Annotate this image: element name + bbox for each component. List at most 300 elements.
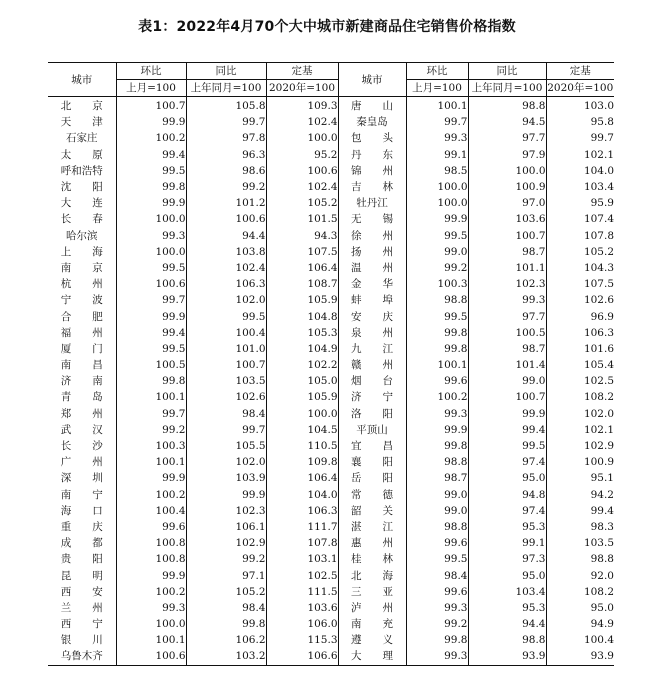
cell-city-left: 杭 州 (48, 276, 116, 292)
cell-mom-right: 99.3 (406, 406, 468, 422)
cell-city-right: 北 海 (338, 567, 406, 583)
cell-yoy-left: 99.5 (186, 308, 266, 324)
cell-yoy-right: 94.5 (468, 114, 546, 130)
table-row (48, 211, 614, 227)
cell-fixed-left: 103.6 (266, 600, 338, 616)
cell-mom-left: 99.2 (116, 422, 186, 438)
cell-mom-right: 99.2 (406, 616, 468, 632)
cell-fixed-left: 109.8 (266, 454, 338, 470)
table-row (48, 195, 614, 211)
cell-city-left: 长 春 (48, 211, 116, 227)
cell-mom-left: 100.2 (116, 487, 186, 503)
cell-mom-right: 98.7 (406, 470, 468, 486)
cell-mom-right: 99.7 (406, 114, 468, 130)
cell-fixed-right: 101.6 (583, 342, 614, 355)
cell-city-right: 岳 阳 (338, 470, 406, 486)
cell-fixed-right: 105.2 (583, 245, 614, 258)
cell-city-left: 昆 明 (48, 567, 116, 583)
cell-yoy-left: 99.7 (186, 422, 266, 438)
header-city-left: 城市 (48, 63, 116, 97)
cell-yoy-right: 99.1 (468, 535, 546, 551)
cell-mom-left: 100.7 (116, 97, 186, 115)
cell-yoy-left: 99.2 (186, 179, 266, 195)
cell-yoy-right: 99.9 (468, 406, 546, 422)
cell-yoy-right: 95.0 (468, 567, 546, 583)
cell-mom-left: 100.0 (116, 211, 186, 227)
cell-city-left: 兰 州 (48, 600, 116, 616)
cell-city-left: 西 宁 (48, 616, 116, 632)
table-row (48, 357, 614, 373)
cell-city-left: 上 海 (48, 244, 116, 260)
cell-yoy-right: 98.7 (468, 341, 546, 357)
cell-yoy-left: 99.7 (186, 114, 266, 130)
table-row (48, 341, 614, 357)
cell-mom-left: 100.8 (116, 551, 186, 567)
cell-fixed-right: 104.3 (583, 261, 614, 274)
cell-city-right: 泸 州 (338, 600, 406, 616)
header-city-right: 城市 (338, 63, 406, 97)
cell-yoy-left: 102.0 (186, 292, 266, 308)
cell-mom-left: 99.9 (116, 470, 186, 486)
cell-mom-left: 100.1 (116, 454, 186, 470)
cell-city-right: 洛 阳 (338, 406, 406, 422)
cell-yoy-left: 103.2 (186, 648, 266, 665)
cell-city-left: 贵 阳 (48, 551, 116, 567)
cell-mom-left: 100.3 (116, 438, 186, 454)
cell-fixed-right: 103.4 (583, 181, 614, 194)
cell-mom-right: 99.1 (406, 147, 468, 163)
cell-city-left: 乌鲁木齐 (48, 648, 116, 665)
cell-city-left: 呼和浩特 (48, 163, 116, 179)
table-row (48, 179, 614, 195)
cell-city-left: 北 京 (48, 97, 116, 115)
cell-city-right: 惠 州 (338, 535, 406, 551)
cell-yoy-right: 95.0 (468, 470, 546, 486)
cell-yoy-right: 102.3 (468, 276, 546, 292)
table-row (48, 292, 614, 308)
cell-mom-left: 99.4 (116, 147, 186, 163)
table-title: 表1：2022年4月70个大中城市新建商品住宅销售价格指数 (138, 19, 516, 35)
cell-fixed-right: 95.0 (590, 601, 614, 614)
cell-mom-left: 99.5 (116, 341, 186, 357)
cell-yoy-left: 99.2 (186, 551, 266, 567)
cell-fixed-left: 102.2 (266, 357, 338, 373)
cell-fixed-left: 106.4 (266, 260, 338, 276)
cell-mom-left: 100.4 (116, 503, 186, 519)
table-body (48, 97, 614, 666)
cell-mom-left: 99.5 (116, 260, 186, 276)
cell-city-right: 南 充 (338, 616, 406, 632)
header-fixed-left: 定基 (266, 63, 338, 80)
cell-yoy-right: 103.6 (468, 211, 546, 227)
cell-fixed-left: 100.0 (266, 130, 338, 146)
cell-yoy-left: 99.8 (186, 616, 266, 632)
cell-yoy-left: 106.2 (186, 632, 266, 648)
cell-fixed-right: 102.0 (583, 407, 614, 420)
cell-fixed-left: 103.1 (266, 551, 338, 567)
table-row (48, 114, 614, 130)
cell-fixed-right: 95.1 (590, 472, 614, 485)
cell-fixed-right: 105.4 (583, 359, 614, 372)
cell-fixed-left: 105.2 (266, 195, 338, 211)
table-row (48, 389, 614, 405)
cell-mom-right: 99.5 (406, 551, 468, 567)
cell-fixed-right: 93.9 (546, 648, 614, 665)
cell-city-left: 南 昌 (48, 357, 116, 373)
cell-city-right: 锦 州 (338, 163, 406, 179)
cell-mom-right: 99.0 (406, 244, 468, 260)
cell-mom-left: 99.3 (116, 228, 186, 244)
cell-city-left: 广 州 (48, 454, 116, 470)
header-fixed-base-right: 2020年=100 (546, 80, 614, 97)
cell-fixed-right: 102.9 (583, 440, 614, 453)
cell-yoy-left: 98.4 (186, 600, 266, 616)
cell-yoy-left: 98.4 (186, 406, 266, 422)
cell-city-right: 平顶山 (338, 422, 406, 438)
cell-city-left: 成 都 (48, 535, 116, 551)
cell-mom-right: 100.0 (406, 179, 468, 195)
cell-city-right: 蚌 埠 (338, 292, 406, 308)
cell-mom-left: 99.5 (116, 163, 186, 179)
cell-mom-left: 99.9 (116, 308, 186, 324)
table-row (48, 454, 614, 470)
cell-yoy-right: 97.7 (468, 308, 546, 324)
cell-mom-left: 99.4 (116, 325, 186, 341)
cell-mom-right: 99.0 (406, 487, 468, 503)
cell-fixed-right: 102.6 (583, 294, 614, 307)
cell-city-right: 丹 东 (338, 147, 406, 163)
cell-fixed-left: 105.9 (266, 292, 338, 308)
cell-city-left: 武 汉 (48, 422, 116, 438)
header-yoy-base-right: 上年同月=100 (468, 80, 546, 97)
cell-fixed-left: 110.5 (266, 438, 338, 454)
cell-city-right: 温 州 (338, 260, 406, 276)
cell-yoy-left: 99.9 (186, 487, 266, 503)
header-mom-base-left: 上月=100 (116, 80, 186, 97)
cell-fixed-left: 105.0 (266, 373, 338, 389)
cell-mom-left: 99.7 (116, 292, 186, 308)
cell-yoy-right: 98.8 (468, 632, 546, 648)
cell-yoy-right: 97.7 (468, 130, 546, 146)
cell-mom-right: 99.6 (406, 373, 468, 389)
cell-mom-right: 98.8 (406, 292, 468, 308)
cell-yoy-left: 97.1 (186, 567, 266, 583)
table-row (48, 519, 614, 535)
header-fixed-right: 定基 (546, 63, 614, 80)
cell-mom-left: 100.2 (116, 130, 186, 146)
cell-city-right: 徐 州 (338, 228, 406, 244)
cell-city-right: 唐 山 (338, 97, 406, 115)
cell-yoy-right: 93.9 (468, 648, 546, 665)
cell-city-left: 济 南 (48, 373, 116, 389)
cell-mom-right: 99.9 (406, 211, 468, 227)
cell-mom-left: 100.2 (116, 584, 186, 600)
cell-yoy-right: 97.4 (468, 454, 546, 470)
cell-city-left: 郑 州 (48, 406, 116, 422)
cell-yoy-right: 100.7 (468, 389, 546, 405)
cell-mom-right: 99.8 (406, 341, 468, 357)
table-row (48, 422, 614, 438)
cell-city-left: 石家庄 (48, 130, 116, 146)
cell-yoy-left: 105.5 (186, 438, 266, 454)
cell-city-left: 太 原 (48, 147, 116, 163)
cell-city-right: 常 德 (338, 487, 406, 503)
cell-yoy-right: 99.3 (468, 292, 546, 308)
cell-city-left: 大 连 (48, 195, 116, 211)
cell-yoy-right: 97.9 (468, 147, 546, 163)
cell-city-right: 金 华 (338, 276, 406, 292)
cell-mom-left: 99.9 (116, 114, 186, 130)
cell-yoy-right: 99.0 (468, 373, 546, 389)
cell-city-right: 烟 台 (338, 373, 406, 389)
table-row (48, 228, 614, 244)
cell-fixed-left: 94.3 (266, 228, 338, 244)
table-row (48, 616, 614, 632)
cell-mom-right: 99.0 (406, 503, 468, 519)
table-row (48, 551, 614, 567)
cell-yoy-right: 94.8 (468, 487, 546, 503)
cell-city-left: 合 肥 (48, 308, 116, 324)
cell-yoy-right: 99.4 (468, 422, 546, 438)
cell-city-right: 湛 江 (338, 519, 406, 535)
cell-city-right: 扬 州 (338, 244, 406, 260)
cell-city-left: 青 岛 (48, 389, 116, 405)
cell-yoy-right: 100.9 (468, 179, 546, 195)
cell-fixed-left: 101.5 (266, 211, 338, 227)
cell-city-left: 哈尔滨 (48, 228, 116, 244)
cell-mom-left: 99.9 (116, 195, 186, 211)
cell-yoy-left: 103.5 (186, 373, 266, 389)
cell-fixed-right: 103.5 (583, 537, 614, 550)
price-index-table (48, 62, 614, 666)
cell-yoy-right: 103.4 (468, 584, 546, 600)
cell-city-right: 包 头 (338, 130, 406, 146)
cell-city-right: 无 锡 (338, 211, 406, 227)
cell-mom-left: 100.6 (116, 276, 186, 292)
cell-mom-right: 99.3 (406, 130, 468, 146)
cell-fixed-right: 107.5 (583, 278, 614, 291)
cell-mom-left: 99.3 (116, 600, 186, 616)
table-row (48, 584, 614, 600)
table-row (48, 147, 614, 163)
cell-fixed-left: 108.7 (266, 276, 338, 292)
cell-fixed-right: 106.3 (583, 326, 614, 339)
cell-mom-left: 100.0 (116, 616, 186, 632)
cell-yoy-left: 101.2 (186, 195, 266, 211)
cell-fixed-right: 102.1 (583, 148, 614, 161)
cell-fixed-left: 105.3 (266, 325, 338, 341)
cell-city-right: 吉 林 (338, 179, 406, 195)
cell-mom-left: 99.6 (116, 519, 186, 535)
cell-fixed-right: 98.8 (590, 553, 614, 566)
cell-city-right: 三 亚 (338, 584, 406, 600)
table-row (48, 567, 614, 583)
cell-yoy-left: 94.4 (186, 228, 266, 244)
cell-yoy-left: 102.3 (186, 503, 266, 519)
cell-mom-right: 99.6 (406, 535, 468, 551)
table-row (48, 503, 614, 519)
cell-mom-left: 100.1 (116, 389, 186, 405)
cell-yoy-left: 102.4 (186, 260, 266, 276)
cell-yoy-left: 106.1 (186, 519, 266, 535)
table-row (48, 163, 614, 179)
cell-city-left: 厦 门 (48, 341, 116, 357)
cell-fixed-left: 107.5 (266, 244, 338, 260)
cell-fixed-right: 99.4 (590, 504, 614, 517)
cell-fixed-left: 106.0 (266, 616, 338, 632)
header-mom-left: 环比 (116, 63, 186, 80)
table-row (48, 632, 614, 648)
cell-mom-left: 100.0 (116, 244, 186, 260)
cell-city-right: 泉 州 (338, 325, 406, 341)
cell-fixed-left: 106.6 (266, 648, 338, 665)
cell-yoy-left: 101.0 (186, 341, 266, 357)
cell-yoy-left: 102.9 (186, 535, 266, 551)
table-row (48, 276, 614, 292)
table-header (48, 63, 614, 97)
cell-mom-right: 99.8 (406, 438, 468, 454)
cell-fixed-right: 95.9 (590, 197, 614, 210)
cell-yoy-left: 96.3 (186, 147, 266, 163)
table-row (48, 308, 614, 324)
cell-city-right: 秦皇岛 (338, 114, 406, 130)
cell-mom-right: 98.8 (406, 454, 468, 470)
cell-fixed-left: 104.9 (266, 341, 338, 357)
cell-fixed-left: 104.8 (266, 308, 338, 324)
cell-fixed-left: 104.5 (266, 422, 338, 438)
cell-mom-right: 99.5 (406, 308, 468, 324)
cell-yoy-right: 100.5 (468, 325, 546, 341)
cell-mom-left: 99.9 (116, 567, 186, 583)
header-fixed-base-left: 2020年=100 (266, 80, 338, 97)
table-row (48, 325, 614, 341)
table-row (48, 600, 614, 616)
cell-yoy-left: 97.8 (186, 130, 266, 146)
header-yoy-right: 同比 (468, 63, 546, 80)
cell-yoy-right: 98.7 (468, 244, 546, 260)
cell-fixed-right: 95.8 (590, 116, 614, 129)
header-yoy-left: 同比 (186, 63, 266, 80)
cell-yoy-right: 95.3 (468, 519, 546, 535)
cell-mom-left: 100.5 (116, 357, 186, 373)
cell-fixed-right: 102.1 (583, 423, 614, 436)
cell-yoy-right: 94.4 (468, 616, 546, 632)
cell-fixed-left: 100.0 (266, 406, 338, 422)
cell-fixed-left: 95.2 (266, 147, 338, 163)
cell-fixed-left: 115.3 (266, 632, 338, 648)
cell-city-right: 九 江 (338, 341, 406, 357)
cell-city-right: 襄 阳 (338, 454, 406, 470)
cell-mom-right: 99.3 (406, 648, 468, 665)
cell-city-right: 桂 林 (338, 551, 406, 567)
cell-fixed-left: 102.4 (266, 114, 338, 130)
cell-mom-right: 98.5 (406, 163, 468, 179)
cell-fixed-right: 92.0 (590, 569, 614, 582)
cell-mom-right: 98.4 (406, 567, 468, 583)
cell-yoy-right: 99.5 (468, 438, 546, 454)
cell-mom-right: 98.8 (406, 519, 468, 535)
table-row (48, 97, 614, 115)
cell-yoy-right: 97.4 (468, 503, 546, 519)
cell-city-left: 宁 波 (48, 292, 116, 308)
cell-fixed-left: 104.0 (266, 487, 338, 503)
cell-city-left: 沈 阳 (48, 179, 116, 195)
cell-yoy-right: 101.4 (468, 357, 546, 373)
cell-mom-right: 99.8 (406, 325, 468, 341)
cell-city-left: 西 安 (48, 584, 116, 600)
cell-fixed-right: 104.0 (583, 164, 614, 177)
cell-fixed-right: 94.2 (590, 488, 614, 501)
cell-fixed-left: 111.5 (266, 584, 338, 600)
cell-mom-right: 100.1 (406, 357, 468, 373)
cell-fixed-right: 100.9 (583, 456, 614, 469)
cell-fixed-left: 109.3 (266, 97, 338, 115)
cell-mom-right: 99.9 (406, 422, 468, 438)
cell-yoy-left: 102.6 (186, 389, 266, 405)
cell-fixed-right: 108.2 (583, 585, 614, 598)
cell-city-right: 安 庆 (338, 308, 406, 324)
header-mom-base-right: 上月=100 (406, 80, 468, 97)
cell-mom-right: 99.5 (406, 228, 468, 244)
cell-city-left: 深 圳 (48, 470, 116, 486)
cell-mom-right: 100.2 (406, 389, 468, 405)
cell-city-right: 宜 昌 (338, 438, 406, 454)
cell-yoy-right: 98.8 (468, 97, 546, 115)
cell-yoy-left: 103.9 (186, 470, 266, 486)
cell-fixed-right: 94.9 (590, 618, 614, 631)
header-mom-right: 环比 (406, 63, 468, 80)
cell-fixed-left: 105.9 (266, 389, 338, 405)
cell-yoy-left: 100.6 (186, 211, 266, 227)
cell-yoy-right: 97.0 (468, 195, 546, 211)
cell-yoy-left: 103.8 (186, 244, 266, 260)
cell-yoy-left: 98.6 (186, 163, 266, 179)
cell-yoy-left: 100.4 (186, 325, 266, 341)
cell-fixed-right: 108.2 (583, 391, 614, 404)
cell-fixed-left: 111.7 (266, 519, 338, 535)
cell-fixed-left: 106.4 (266, 470, 338, 486)
cell-city-left: 南 宁 (48, 487, 116, 503)
table-row (48, 130, 614, 146)
cell-mom-left: 100.6 (116, 648, 186, 665)
cell-city-right: 牡丹江 (338, 195, 406, 211)
cell-fixed-right: 103.0 (583, 100, 614, 113)
cell-city-right: 遵 义 (338, 632, 406, 648)
cell-city-left: 海 口 (48, 503, 116, 519)
table-row (48, 487, 614, 503)
cell-mom-left: 99.7 (116, 406, 186, 422)
cell-city-right: 济 宁 (338, 389, 406, 405)
cell-city-left: 南 京 (48, 260, 116, 276)
cell-fixed-right: 96.9 (590, 310, 614, 323)
table-row (48, 470, 614, 486)
cell-city-left: 天 津 (48, 114, 116, 130)
cell-mom-left: 99.8 (116, 179, 186, 195)
cell-mom-right: 99.3 (406, 600, 468, 616)
cell-mom-left: 100.1 (116, 632, 186, 648)
cell-yoy-right: 100.7 (468, 228, 546, 244)
header-yoy-base-left: 上年同月=100 (186, 80, 266, 97)
cell-fixed-right: 100.4 (583, 634, 614, 647)
cell-city-left: 长 沙 (48, 438, 116, 454)
cell-city-right: 赣 州 (338, 357, 406, 373)
cell-yoy-right: 101.1 (468, 260, 546, 276)
cell-fixed-right: 99.7 (590, 132, 614, 145)
cell-mom-right: 99.2 (406, 260, 468, 276)
cell-mom-right: 99.6 (406, 584, 468, 600)
cell-yoy-left: 100.7 (186, 357, 266, 373)
cell-fixed-left: 106.3 (266, 503, 338, 519)
